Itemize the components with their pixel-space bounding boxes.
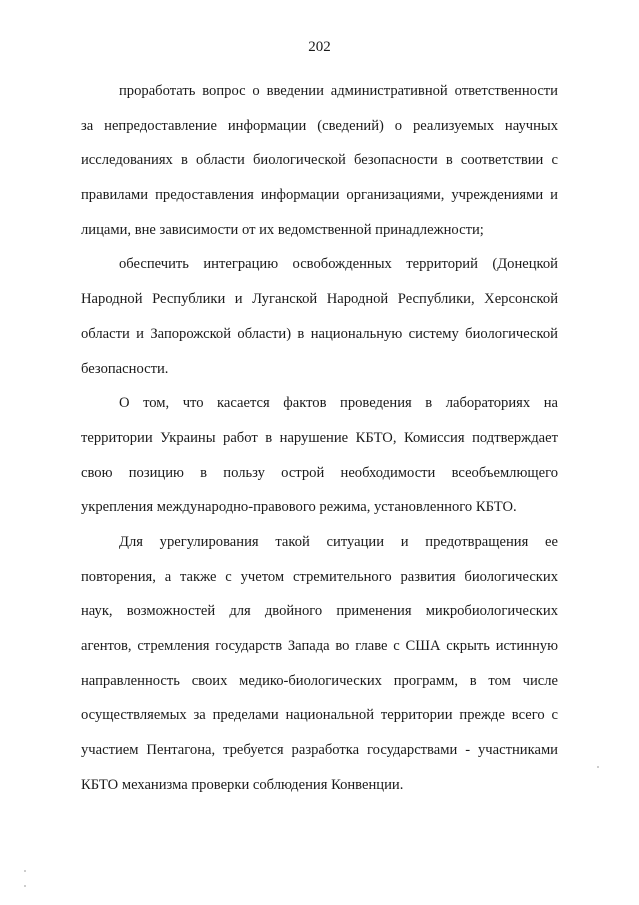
text-line: укрепления международно-правового режима, установленного КБТО.: [81, 499, 517, 516]
body-text: [81, 74, 558, 802]
text-line: направленность своих медико-биологических программ, в том числе: [81, 672, 558, 689]
scan-speck: [24, 885, 26, 887]
scan-speck: [24, 870, 26, 872]
text-line: Для урегулирования такой ситуации и предотвращения ее: [119, 533, 558, 550]
text-line: территории Украины работ в нарушение КБТО, Комиссия подтверждает: [81, 429, 558, 446]
text-line: безопасности.: [81, 360, 169, 377]
scan-speck: [597, 766, 599, 768]
text-line: области и Запорожской области) в национальную систему биологической: [81, 325, 558, 342]
paragraph-3: [81, 386, 558, 525]
text-line: повторения, а также с учетом стремительного развития биологических: [81, 568, 558, 585]
text-line: обеспечить интеграцию освобожденных территорий (Донецкой: [119, 256, 558, 273]
text-line: исследованиях в области биологической безопасности в соответствии с: [81, 152, 558, 169]
text-line: правилами предоставления информации организациями, учреждениями и: [81, 187, 558, 204]
text-line: агентов, стремления государств Запада во главе с США скрыть истинную: [81, 638, 558, 654]
text-line: КБТО механизма проверки соблюдения Конвенции.: [81, 776, 404, 793]
paragraph-4: [81, 525, 558, 803]
text-line: лицами, вне зависимости от их ведомственной принадлежности;: [81, 221, 484, 238]
text-line: осуществляемых за пределами национальной территории прежде всего с: [81, 707, 558, 724]
text-line: О том, что касается фактов проведения в лабораториях на: [119, 395, 558, 412]
text-line: свою позицию в пользу острой необходимости всеобъемлющего: [81, 464, 558, 481]
page-number: 202: [308, 39, 331, 55]
paragraph-2: [81, 247, 558, 386]
text-line: за непредоставление информации (сведений) о реализуемых научных: [81, 117, 558, 134]
paragraph-1: [81, 74, 558, 247]
text-line: участием Пентагона, требуется разработка государствами - участниками: [81, 742, 558, 759]
text-line: Народной Республики и Луганской Народной Республики, Херсонской: [81, 291, 558, 308]
text-line: наук, возможностей для двойного применения микробиологических: [81, 603, 558, 620]
text-line: проработать вопрос о введении административной ответственности: [119, 83, 558, 99]
